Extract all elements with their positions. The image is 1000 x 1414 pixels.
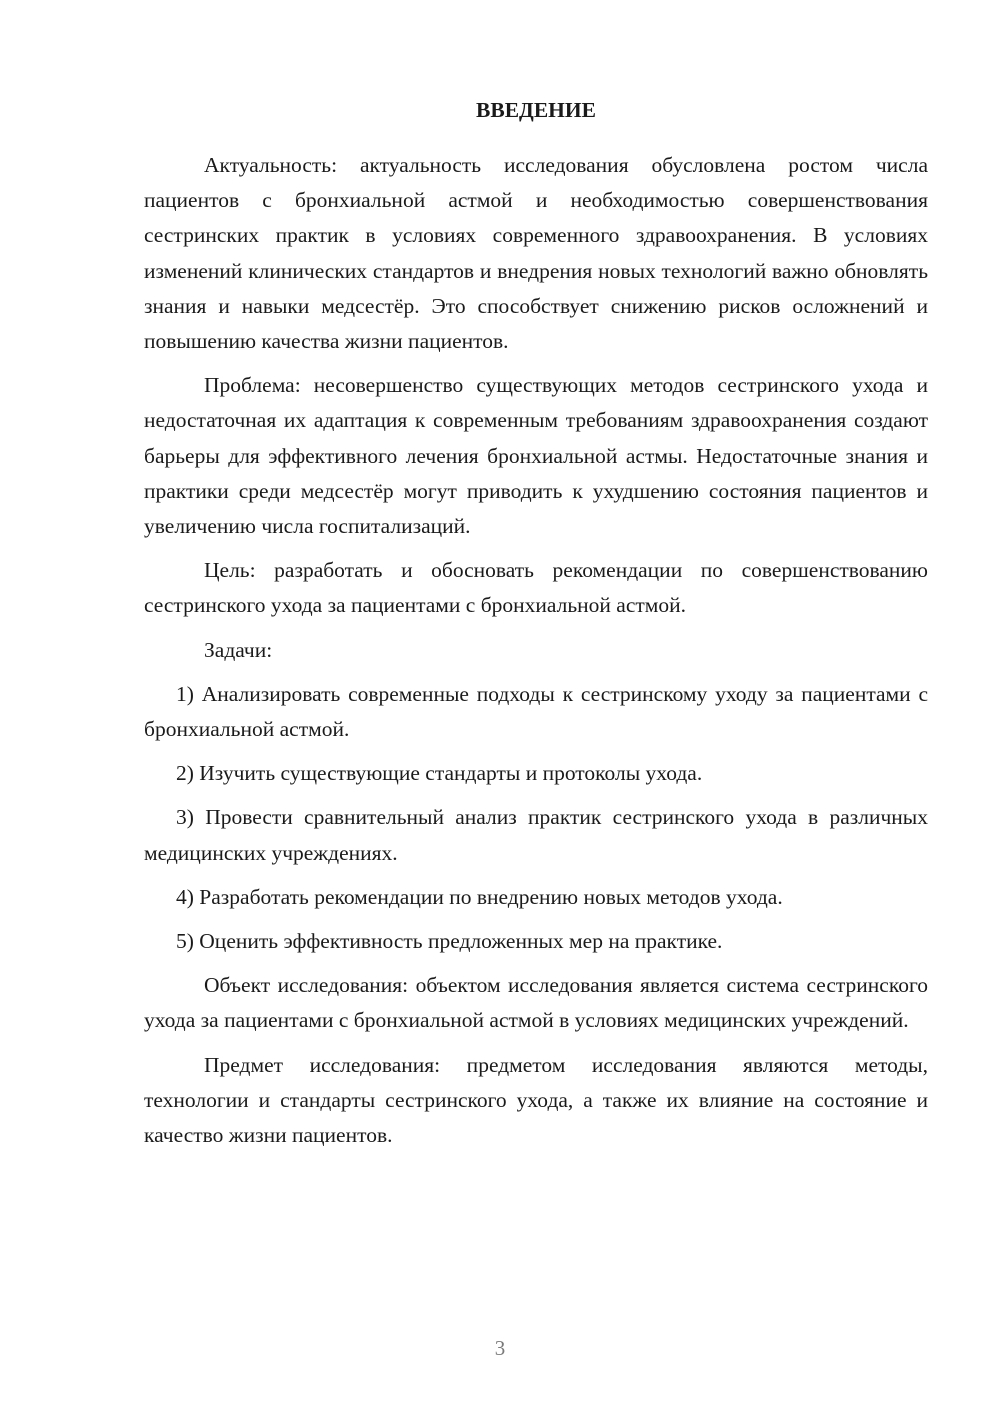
problem-paragraph: Проблема: несовершенство существующих методов сестринского ухода и недостаточная их адаптация к современным требованиям здравоохранения создают барьеры для эффективного лечения бронхиальной астмы. Недостаточные знания и практики среди медсестёр могут приводить к ухудшению состояния пациентов и увеличению числа госпитализаций.: [144, 373, 928, 539]
task-item-5: 5) Оценить эффективность предложенных мер на практике.: [176, 929, 723, 954]
task-item-2: 2) Изучить существующие стандарты и протоколы ухода.: [176, 761, 703, 786]
section-title: ВВЕДЕНИЕ: [476, 98, 596, 122]
tasks-heading: Задачи:: [204, 637, 273, 662]
goal-paragraph: Цель: разработать и обосновать рекомендации по совершенствованию сестринского ухода за пациентами с бронхиальной астмой.: [144, 558, 928, 618]
relevance-paragraph: Актуальность: актуальность исследования обусловлена ростом числа пациентов с бронхиальной астмой и необходимостью совершенствования сестринских практик в условиях современного здравоохранения. В условиях изменений клинических стандартов и внедрения новых технологий важно обновлять знания и навыки медсестёр. Это способствует снижению рисков осложнений и повышению качества жизни пациентов.: [144, 153, 928, 354]
page-number: 3: [494, 1336, 506, 1360]
task-item-1: 1) Анализировать современные подходы к сестринскому уходу за пациентами с бронхиальной астмой.: [144, 681, 928, 742]
subject-paragraph: Предмет исследования: предметом исследования являются методы, технологии и стандарты сестринского ухода, а также их влияние на состояние и качество жизни пациентов.: [144, 1052, 928, 1148]
task-item-4: 4) Разработать рекомендации по внедрению новых методов ухода.: [176, 884, 783, 909]
task-item-3: 3) Провести сравнительный анализ практик сестринского ухода в различных медицинских учреждениях.: [144, 805, 928, 865]
object-paragraph: Объект исследования: объектом исследования является система сестринского ухода за пациентами с бронхиальной астмой в условиях медицинских учреждений.: [144, 973, 928, 1033]
document-page: [144, 92, 928, 1162]
